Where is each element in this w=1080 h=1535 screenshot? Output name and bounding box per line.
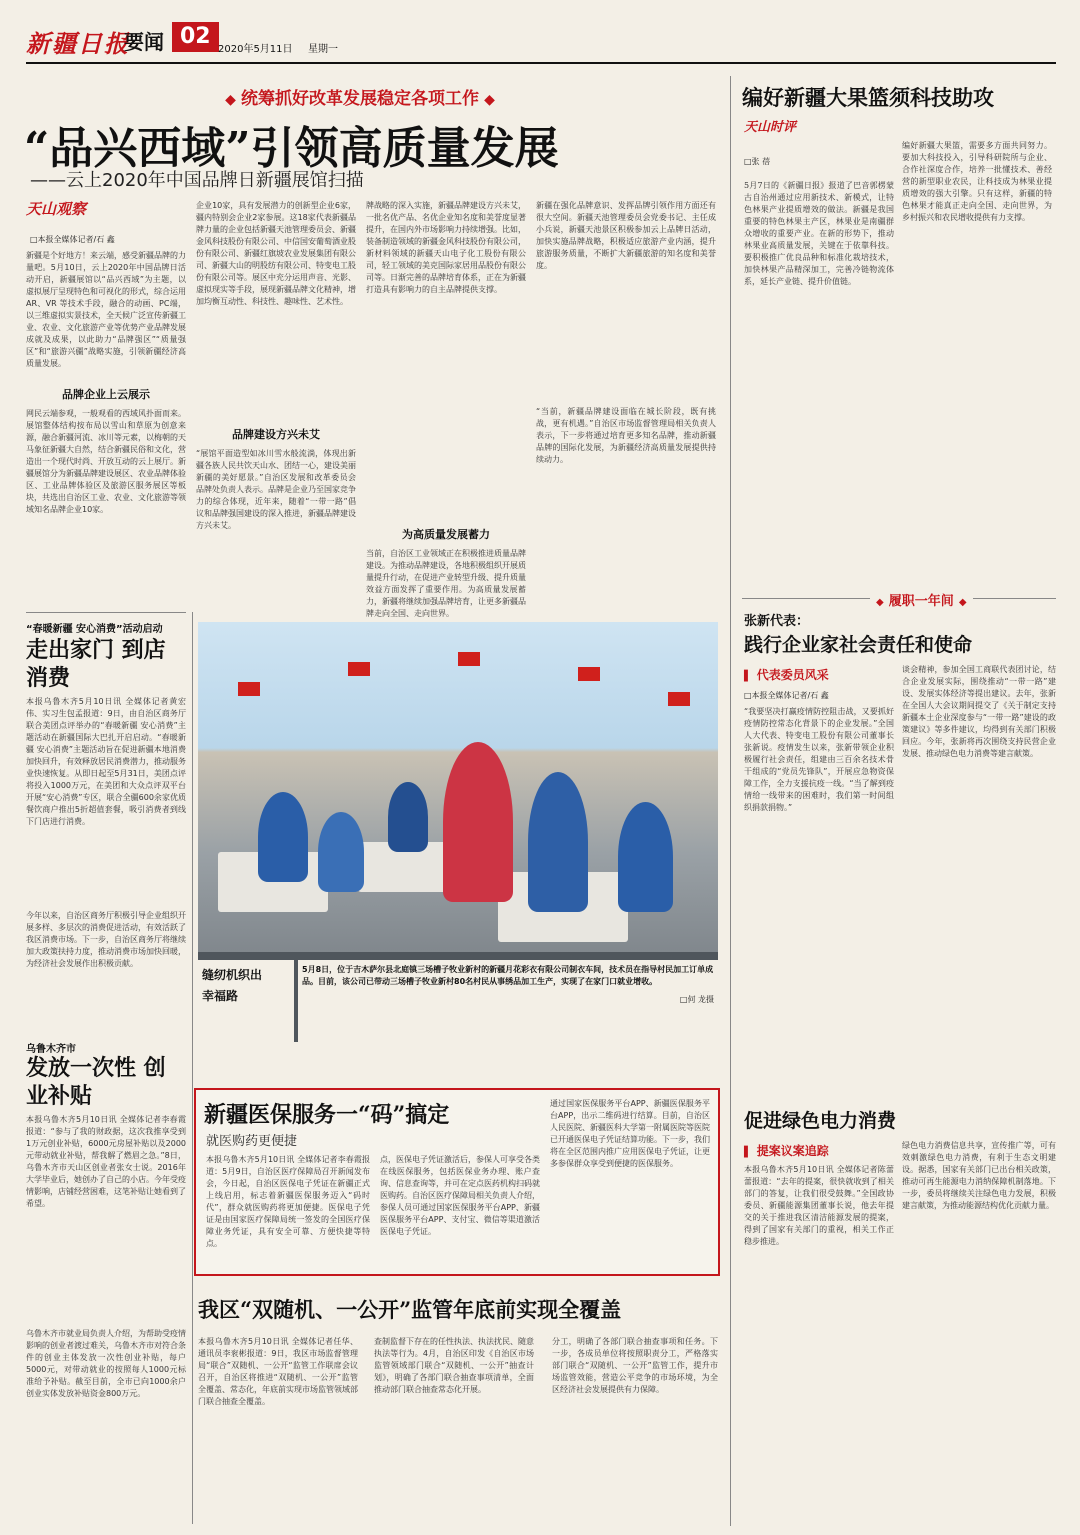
lead-col2b-text: “展馆平面造型如冰川雪水般流淌，体现出新疆各族人民共饮天山水、团结一心，建设美丽新疆的美好愿景。”自治区发展和改革委员会品牌处负责人表示。品牌是企业乃至国家竞争力的综合体现，近年来，随着“一带一路”倡议和品牌强国建设的深入推进，新疆品牌建设方兴未艾。 <box>196 449 356 530</box>
flag-shape <box>458 652 480 666</box>
issue-date: 2020年5月11日 <box>218 44 293 55</box>
feature-col-1: 本报乌鲁木齐5月10日讯 全媒体记者李春霞报道：5月9日，自治区医疗保障局召开新闻发布会，今日起，自治区医保电子凭证在新疆正式上线启用，标志着新疆医保服务迈入“码时代”，群众就医购药将更加便捷。医保电子凭证是由国家医疗保障局统一签发的全国医疗保障业务凭证，具有安全可靠、方便快捷等特点。 <box>206 1155 370 1248</box>
flag-shape <box>238 682 260 696</box>
commentary-tag <box>744 116 796 135</box>
right-story2-tag <box>744 1140 829 1159</box>
right-section-tag <box>870 590 973 609</box>
lead-col3b-text: 当前，自治区工业领域正在积极推进质量品牌建设。为推动品牌建设，各地积极组织开展质量提升行动，在促进产业转型升级、提升质量效益方面发挥了重要作用。为高质量发展蓄力，新疆将继续加强品牌培育，让更多新疆品牌走向全国、走向世界。 <box>366 549 526 618</box>
right-story2-col-1: 本报乌鲁木齐5月10日讯 全媒体记者陈蕾蕾报道：“去年的提案，很快就收到了相关部门的答复，让我们很受鼓舞。”全国政协委员、新疆能源集团董事长说，他去年提交的关于推进我区清洁能源发展的提案，得到了国家有关部门的重视，相关工作正稳步推进。 <box>744 1165 894 1246</box>
commentary-col-1 <box>744 180 894 600</box>
photo-credit: □何 龙摄 <box>679 995 714 1004</box>
tag-bullet-icon: ▌ <box>744 1147 752 1158</box>
story1-body-text-2: 今年以来，自治区商务厅积极引导企业组织开展多样、多层次的消费促进活动，有效活跃了我区消费市场。下一步，自治区商务厅将继续加大政策扶持力度，推动消费市场加快回暖，为经济社会发展作出积极贡献。 <box>26 911 186 968</box>
story2-body-text: 本报乌鲁木齐5月10日讯 全媒体记者李春霞报道：“参与了我的财政据，这次我推享受到1万元创业补贴，6000元房屋补贴以及2000元带动就业补贴，帮我解了燃眉之急。”8日，乌鲁木齐市天山区创业者张女士说。2016年大学毕业后，她创办了自己的小店。今年受疫情影响，店铺经营困难，这笔补贴让她看到了希望。 <box>26 1115 186 1208</box>
lead-subhead-2: 品牌建设方兴未艾 <box>232 428 320 441</box>
photo-caption <box>298 960 718 1042</box>
photo-title-line-1: 缝纫机织出 <box>202 968 263 982</box>
right-story1-kicker: 张新代表： <box>744 614 810 629</box>
flag-shape <box>668 692 690 706</box>
left-column-divider <box>192 612 193 1524</box>
masthead <box>26 20 1056 60</box>
column-tag-text: 天山观察 <box>26 200 87 218</box>
commentary-title: 编好新疆大果篮须科技助攻 <box>742 85 994 110</box>
feature-subtitle: 就医购药更便捷 <box>206 1134 298 1149</box>
bottom-story-title: 我区“双随机、一公开”监管年底前实现全覆盖 <box>198 1297 622 1322</box>
lead-col4-text: 新疆在强化品牌意识、发挥品牌引领作用方面还有很大空间。新疆天池管理委员会党委书记、主任成小兵说，新疆天池景区积极参加云上品牌日活动，加快实施品牌战略，积极适应旅游产业内涵，提升旅游服务质量，不断扩大新疆旅游的知名度和美誉度。 <box>536 201 716 270</box>
story2-body-text-2: 乌鲁木齐市就业局负责人介绍，为帮助受疫情影响的创业者渡过难关，乌鲁木齐市对符合条件的创业主体发放一次性创业补贴，每户5000元，对带动就业的按照每人1000元标准给予补贴。截至目前，全市已向1000余户创业实体发放补贴资金800万元。 <box>26 1329 186 1398</box>
right-section-tag-text: 履职一年间 <box>888 594 954 609</box>
lead-column-2 <box>196 200 356 620</box>
left-top-rule <box>26 612 186 613</box>
lead-subhead-1: 品牌企业上云展示 <box>62 388 150 401</box>
lead-col1b-text: 网民云端参观，一般观看的西域风扑面而来。展馆整体结构按布局以雪山和草原为创意来源，融合新疆河流、冰川等元素，以梅朝的天马象征新疆大自然，结合新疆民俗和文化，营造出一个现代时尚、开放互动的云上展厅。新疆展馆分为新疆品牌建设展区、农业品牌体验区、工业品牌体验区及旅游区服务展区等板块，共选出自治区工业、农业、文化旅游等领域知名品牌企业10家。 <box>26 409 186 514</box>
story2-body <box>26 1114 186 1524</box>
lead-headline: “品兴西域”引领高质量发展 <box>24 123 559 174</box>
worker-figure <box>258 792 308 882</box>
commentary-tag-text: 天山时评 <box>744 120 797 135</box>
commentary-body: 5月7日的《新疆日报》报道了巴音郭楞蒙古自治州通过应用新技术、新模式，让特色林果产业提质增效的做法。新疆是我国重要的特色林果主产区，林果业是南疆群众增收的重要产业。在新的形势下，推动林果业高质量发展，关键在于依靠科技。要积极推广优良品种和标准化栽培技术，加快林果产品精深加工，完善冷链物流体系，延长产业链、提升价值链。 <box>744 181 894 286</box>
page-number: 02 <box>172 22 219 52</box>
worker-figure <box>318 812 364 892</box>
banner-mark-right: ◆ <box>484 92 495 108</box>
right-story2-title: 促进绿色电力消费 <box>744 1110 897 1132</box>
worker-figure <box>528 772 588 912</box>
feature-col-2: 点，医保电子凭证激活后，参保人可享受各类在线医保服务，包括医保业务办理、账户查询、信息查询等，并可在定点医药机构扫码就医购药。自治区医疗保障局相关负责人介绍，参保人员可通过国家医保服务平台APP、新疆医保服务平台APP、支付宝、微信等渠道激活医保电子凭证。 <box>380 1155 540 1236</box>
right-story2-col-2: 绿色电力消费信息共享，宣传推广等，可有效刺激绿色电力消费，有利于生态文明建设。据悉，国家有关部门已出台相关政策，推动可再生能源电力消纳保障机制落地。下一步，委员将继续关注绿色电力发展，积极建言献策，为推动能源结构优化贡献力量。 <box>902 1141 1056 1210</box>
newspaper-logo: 新疆日报 <box>26 29 130 58</box>
commentary-col-2 <box>902 140 1052 600</box>
news-photo <box>198 622 718 1042</box>
lead-subheadline: ——云上2020年中国品牌日新疆展馆扫描 <box>30 170 364 191</box>
right-story1-byline: □本报全媒体记者/石 鑫 <box>744 691 829 700</box>
feature-col-3: 通过国家医保服务平台APP、新疆医保服务平台APP，出示二维码进行结算。目前，自治区人民医院、新疆医科大学第一附属医院等医院已开通医保电子凭证结算功能。下一步，我们将在全区范围内推广应用医保电子凭证，让更多参保群众享受到便捷的医保服务。 <box>550 1099 710 1168</box>
section-tag-mark-left: ◆ <box>876 597 884 608</box>
right-story1-tag-text: 代表委员风采 <box>756 668 829 682</box>
story2-title: 发放一次性 创业补贴 <box>26 1055 166 1109</box>
photo-caption-text: 5月8日，位于吉木萨尔县北庭镇三场槽子牧业新村的新疆月花彩衣有限公司制衣车间，技术员在指导村民加工订单成品。目前，该公司已带动三场槽子牧业新村80名村民从事绣品加工生产，实现了在家门口就业增收。 <box>302 965 714 986</box>
feature-title: 新疆医保服务一“码”搞定 <box>204 1102 450 1128</box>
photo-title-line-2: 幸福路 <box>202 989 239 1003</box>
lead-column-4 <box>536 200 716 620</box>
story1-title: 走出家门 到店消费 <box>26 637 166 691</box>
lead-byline: □本报全媒体记者/石 鑫 <box>30 235 115 244</box>
commentary-body-2: 编好新疆大果篮，需要多方面共同努力。要加大科技投入，引导科研院所与企业、合作社深度合作，培养一批懂技术、善经营的新型职业农民，让科技成为林果业提质增效的强大引擎。只有这样，新疆的特色林果才能真正走向全国、走向世界，为乡村振兴和农民增收提供有力支撑。 <box>902 141 1052 222</box>
right-story1-tag <box>744 664 829 683</box>
bottom-col-1: 本报乌鲁木齐5月10日讯 全媒体记者任华、通讯员李衮彬报道：9日，我区市场监督管理局“联合”双随机、一公开“监管工作联席会议召开，自治区将推进“双随机、一公开”监管全覆盖、常态化，年底前实现市场监管领域部门联合抽查全覆盖。 <box>198 1337 358 1406</box>
right-story1-col-1: “我要坚决打赢疫情防控阻击战，又要抓好疫情防控常态化背景下的企业发展。”全国人大代表、特变电工股份有限公司董事长张新说。疫情发生以来，张新带领企业积极履行社会责任，组建由三百余名技术骨干组成的“党员先锋队”，开展应急物资保障工作，全力支援抗疫一线。“当了解到疫情给一线带来的困难时，我们第一时间组织捐款捐物。” <box>744 707 894 812</box>
right-story2-tag-text: 提案议案追踪 <box>756 1144 829 1158</box>
tag-bullet-icon: ▌ <box>744 671 752 682</box>
section-tag-mark-right: ◆ <box>958 597 967 608</box>
lead-column-1 <box>26 250 186 620</box>
story1-kicker: “春暖新疆 安心消费”活动启动 <box>26 624 163 635</box>
banner-text: 统筹抓好改革发展稳定各项工作 <box>241 89 479 109</box>
issue-weekday: 星期一 <box>308 44 338 55</box>
story1-body <box>26 696 186 1006</box>
lead-column-tag <box>26 198 86 219</box>
photo-title-box <box>198 960 294 1042</box>
column-divider-right <box>730 76 731 1526</box>
story2-kicker: 乌鲁木齐市 <box>26 1044 76 1055</box>
commentary-author: □张 蓓 <box>744 157 771 166</box>
story1-body-text: 本报乌鲁木齐5月10日讯 全媒体记者黄宏伟、实习生包孟报道：9日，由自治区商务厅联合美团点评举办的“春暖新疆 安心消费”主题活动在新疆国际大巴扎开启启动。“春暖新疆 安心消费”主题活动旨在促进新疆本地消费加快回升，有效释放居民消费潜力，推动服务业快速恢复。从即日起至5月31日，美团点评将投入1000万元，在美团和大众点评双平台开展“安心消费”专区，联合全疆600余家优质餐饮商户推出5折超值套餐，吸引消费者到线下门店进行消费。 <box>26 697 186 826</box>
lead-subhead-3: 为高质量发展蓄力 <box>402 528 490 541</box>
lead-col4b-text: “当前，新疆品牌建设面临在城长阶段，既有挑战，更有机遇。”自治区市场监督管理局相关负责人表示，下一步将通过培育更多知名品牌，推动新疆品牌的国际化发展，为新疆经济高质量发展提供持续动力。 <box>536 407 716 464</box>
feature-box <box>194 1088 720 1276</box>
worker-figure <box>388 782 428 852</box>
lead-col3-text: 牌战略的深入实施，新疆品牌建设方兴未艾，一批名优产品、名优企业知名度和美誉度显著提升，在国内外市场影响力持续增强。比如，装备制造领域的新疆金风科技股份有限公司，新材料领域的新疆天山电子化工股份有限公司，轻工领域的美克国际家居用品股份有限公司等。日渐完善的品牌培育体系，正在为新疆打造具有影响力的自主品牌提供支撑。 <box>366 201 526 294</box>
flag-shape <box>348 662 370 676</box>
flag-shape <box>578 667 600 681</box>
section-name: 要闻 <box>124 30 164 54</box>
worker-figure <box>443 742 513 902</box>
lead-col1-text: 新疆是个好地方！来云端，感受新疆品牌的力量吧。5月10日，云上2020年中国品牌日活动开启，新疆展馆以“品兴西域”为主题，以虚拟展厅呈现特色和可视化的形式，综合运用 AR、VR 等技术手段，融合的动画、PC端，以三维虚拟实景技术，全天候广泛宣传新疆工业、农业、文化旅游产业等优势产业品牌发展成就及成果，以此助力“品牌强区”“质量强区”和“旅游兴疆”战略实施，引领新疆经济高质量发展。 <box>26 251 186 368</box>
right-story1-title: 践行企业家社会责任和使命 <box>744 634 973 656</box>
banner-mark-left: ◆ <box>225 92 236 108</box>
lead-column-3 <box>366 200 526 620</box>
bottom-col-3: 分工，明确了各部门联合抽查事项和任务。下一步，各成员单位将按照职责分工，严格落实部门联合“双随机、一公开”监管工作，提升市场监管效能，营造公平竞争的市场环境，为全区经济社会发展提供有力保障。 <box>552 1337 718 1394</box>
masthead-rule <box>26 62 1056 64</box>
top-banner <box>200 84 520 108</box>
lead-col2-text: 企业10家，具有发展潜力的创新型企业6家，疆内特别会企业2家参展。这18家代表新疆品牌力量的企业包括新疆天池管理委员会、新疆金风科技股份有限公司、中信国安葡萄酒业股份有限公司、新疆红旗坡农业发展集团有限公司、新疆大山的明股纺有限公司、特变电工股份有限公司等。展区中充分运用声音、光影、虚拟现实等手段，展现新疆品牌文化精神，增加均衡互动性、科技性、趣味性、艺术性。 <box>196 201 356 306</box>
bottom-col-2: 查制监督下存在的任性执法、执法扰民、随意执法等行为。4月，自治区印发《自治区市场监管领域部门联合“双随机、一公开”抽查计划》，明确了各部门联合抽查事项清单，全面推动部门联合抽查常态化开展。 <box>374 1337 534 1394</box>
right-story1-col-2: 谈会精神，参加全国工商联代表团讨论，结合企业发展实际，围绕推动“一带一路”建设、发展实体经济等提出建议。去年，张新在全国人大会议期间提交了《关于制定支持新疆本土企业深度参与“一带一路”建设的政策建议》等多件建议，均得到有关部门积极回应。今年，张新将再次围绕支持民营企业发展、推动绿色电力消费等建言献策。 <box>902 665 1056 758</box>
worker-figure <box>618 802 673 912</box>
